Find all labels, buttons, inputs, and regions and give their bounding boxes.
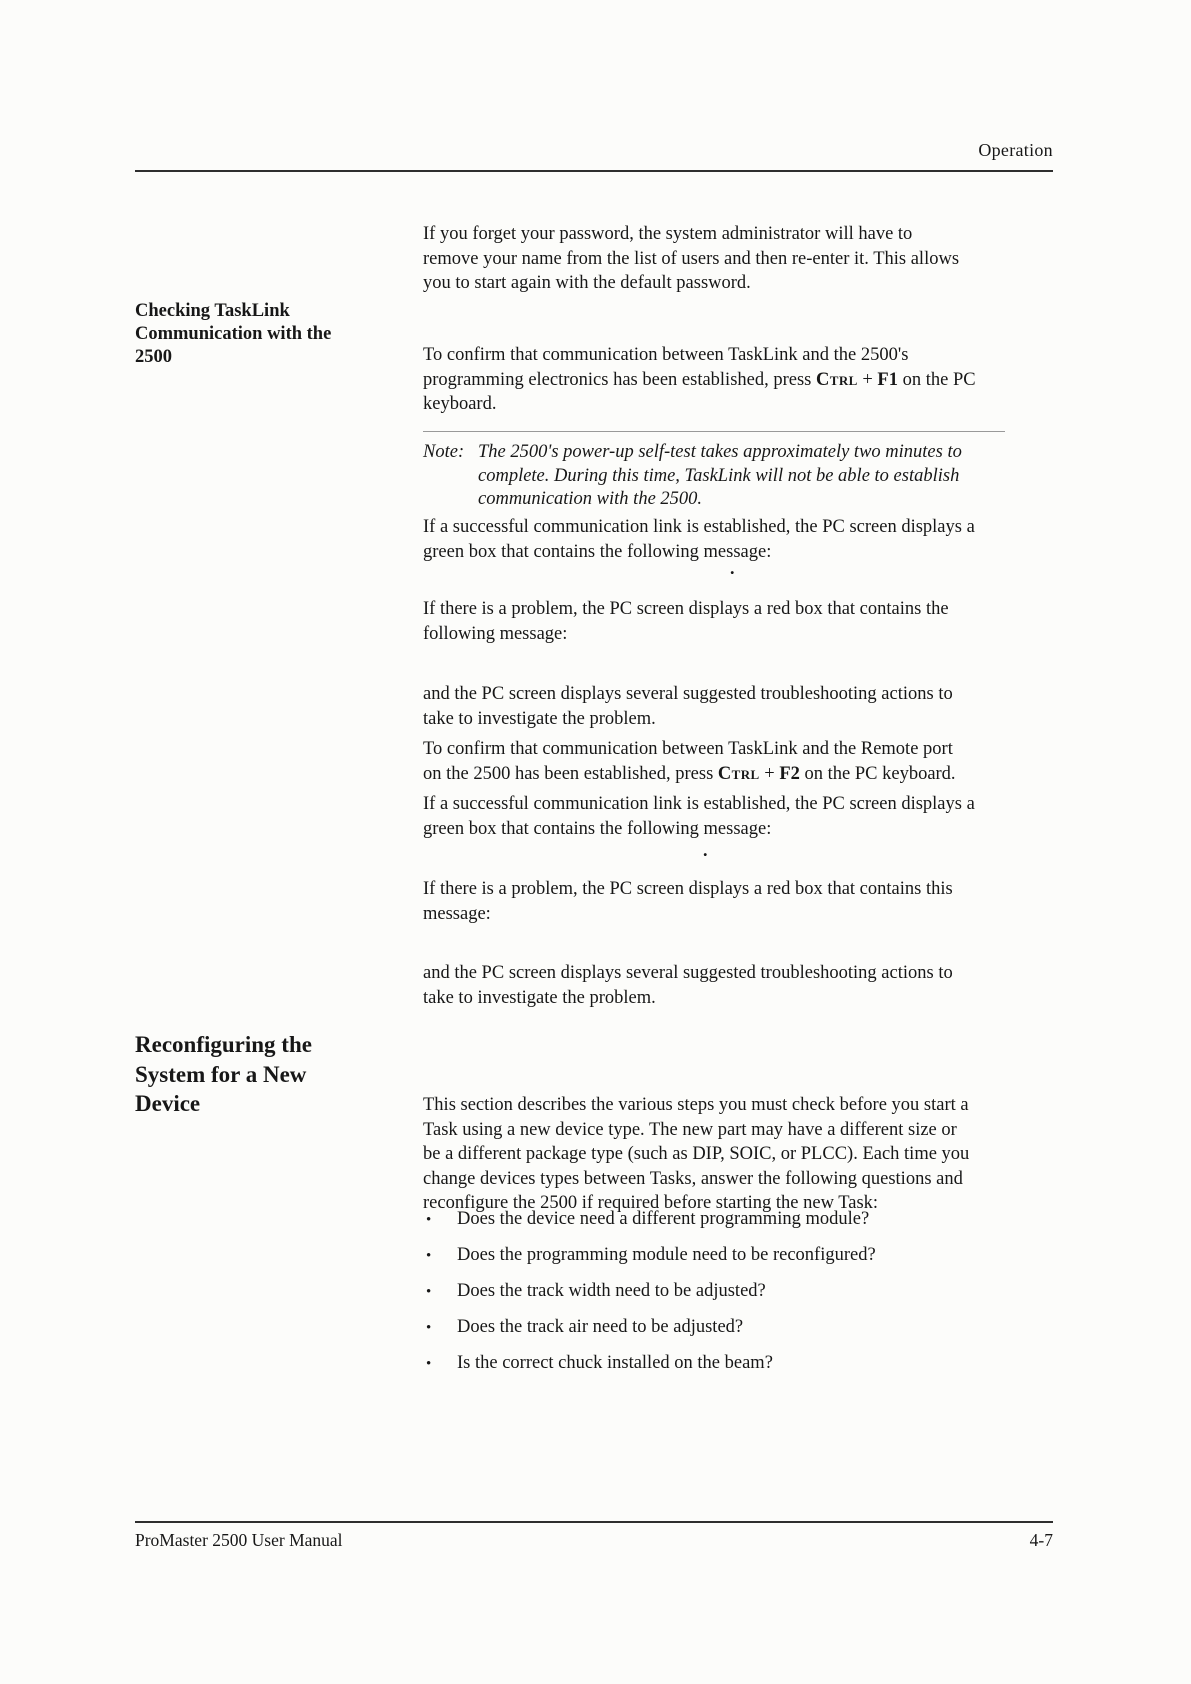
note-rule	[423, 431, 1005, 432]
key-ctrl: Ctrl	[717, 763, 760, 784]
note-label: Note:	[423, 442, 465, 462]
paragraph-confirm-f2	[423, 737, 956, 786]
note-line: complete. During this time, TaskLink will not be able to establish	[478, 465, 960, 486]
text-segment: on the PC keyboard.	[799, 763, 956, 784]
text-line: If you forget your password, the system administrator will have to	[423, 224, 913, 244]
text-line: be a different package type (such as DIP, SOIC, or PLCC). Each time you	[423, 1144, 970, 1164]
key-ctrl: Ctrl	[816, 369, 858, 390]
text-line: green box that contains the following message:	[423, 541, 772, 562]
text-line: If there is a problem, the PC screen displays a red box that contains the	[423, 599, 949, 619]
text-segment: programming electronics has been established, press	[423, 369, 817, 390]
heading-line: System for a New	[135, 1061, 307, 1087]
margin-heading-reconfiguring	[135, 1030, 312, 1119]
note-block	[423, 441, 962, 512]
note-text: The 2500's power-up self-test takes approximately two minutes to	[478, 442, 962, 462]
text-line: reconfigure the 2500 if required before starting the new Task:	[423, 1193, 879, 1213]
footer-page-number	[135, 1530, 1053, 1551]
list-item-text: Is the correct chuck installed on the beam?	[457, 1353, 773, 1373]
paragraph-troubleshoot-2	[423, 961, 953, 1010]
text-segment: on the PC	[897, 369, 976, 390]
paragraph-forgot-password	[423, 222, 959, 296]
list-item	[423, 1279, 766, 1304]
text-line	[423, 368, 976, 393]
message-dot-1: .	[730, 558, 735, 578]
paragraph-red-box-2	[423, 877, 953, 926]
text-line: keyboard.	[423, 394, 497, 414]
footer-manual-title: ProMaster 2500 User Manual	[135, 1530, 343, 1550]
bullet-icon: •	[426, 1284, 432, 1300]
heading-line: Checking TaskLink	[135, 301, 290, 321]
paragraph-confirm-f1	[423, 343, 976, 417]
text-line: If a successful communication link is established, the PC screen displays a	[423, 794, 975, 814]
footer-rule	[135, 1521, 1053, 1523]
bullet-icon: •	[426, 1356, 432, 1372]
text-line: following message:	[423, 623, 568, 644]
text-line: If there is a problem, the PC screen displays a red box that contains this	[423, 879, 953, 899]
text-line: remove your name from the list of users and then re-enter it. This allows	[423, 248, 960, 269]
paragraph-troubleshoot-1	[423, 682, 953, 731]
list-item	[423, 1315, 743, 1340]
margin-heading-checking-tasklink	[135, 300, 331, 369]
paragraph-green-box-2	[423, 792, 975, 841]
text-line: take to investigate the problem.	[423, 987, 656, 1008]
bullet-list	[423, 1207, 1043, 1397]
page-header-section-title	[135, 140, 1053, 161]
list-item-text: Does the track air need to be adjusted?	[457, 1317, 744, 1337]
text-line: message:	[423, 903, 491, 924]
text-segment: +	[857, 369, 878, 390]
text-segment: on the 2500 has been established, press	[423, 763, 718, 784]
text-segment: +	[759, 763, 780, 784]
text-line: Task using a new device type. The new part may have a different size or	[423, 1119, 957, 1140]
heading-line: Reconfiguring the	[135, 1032, 312, 1057]
text-line: take to investigate the problem.	[423, 708, 656, 729]
heading-line: Device	[135, 1091, 201, 1116]
message-dot-2: .	[703, 840, 708, 860]
key-f2: F2	[779, 763, 800, 784]
paragraph-red-box-1	[423, 597, 949, 646]
bullet-icon: •	[426, 1212, 432, 1228]
text-line: If a successful communication link is established, the PC screen displays a	[423, 517, 975, 537]
list-item-text: Does the track width need to be adjusted?	[457, 1281, 766, 1301]
text-line: and the PC screen displays several suggested troubleshooting actions to	[423, 963, 953, 983]
bullet-icon: •	[426, 1248, 432, 1264]
text-line: To confirm that communication between TaskLink and the Remote port	[423, 739, 953, 759]
note-line	[423, 441, 962, 465]
list-item	[423, 1207, 869, 1232]
text-line: To confirm that communication between TaskLink and the 2500's	[423, 345, 909, 365]
key-f1: F1	[877, 369, 898, 390]
text-line: change devices types between Tasks, answer the following questions and	[423, 1168, 963, 1189]
text-line: green box that contains the following message:	[423, 818, 772, 839]
list-item	[423, 1243, 876, 1268]
list-item-text: Does the device need a different programming module?	[457, 1209, 870, 1229]
header-rule	[135, 170, 1053, 172]
heading-line: 2500	[135, 347, 172, 367]
section-title-text: Operation	[978, 140, 1053, 160]
text-line: This section describes the various steps you must check before you start a	[423, 1095, 969, 1115]
note-line: communication with the 2500.	[478, 489, 703, 509]
paragraph-reconfig-intro	[423, 1093, 969, 1216]
bullet-icon: •	[426, 1320, 432, 1336]
list-item	[423, 1351, 773, 1376]
text-line	[423, 762, 956, 787]
list-item-text: Does the programming module need to be reconfigured?	[457, 1245, 876, 1265]
heading-line: Communication with the	[135, 324, 332, 344]
page-number-text: 4-7	[1029, 1530, 1053, 1550]
text-line: and the PC screen displays several suggested troubleshooting actions to	[423, 684, 953, 704]
paragraph-green-box-1	[423, 515, 975, 564]
text-line: you to start again with the default password.	[423, 273, 751, 293]
